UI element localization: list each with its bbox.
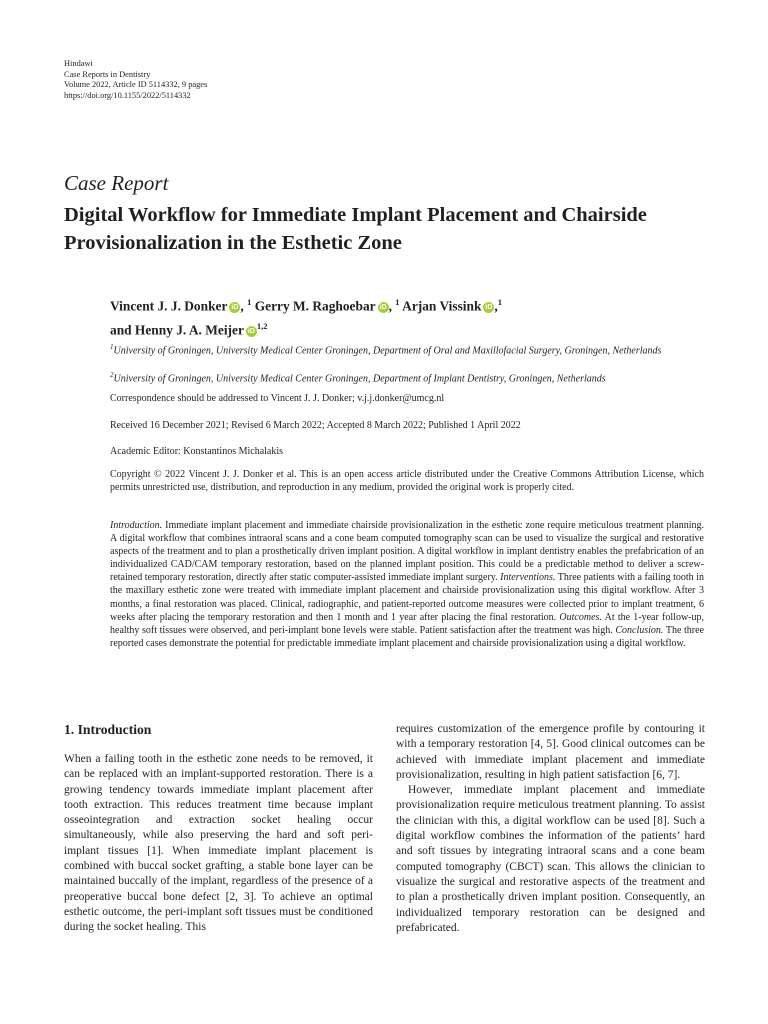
affiliation-marker: 1 — [497, 297, 503, 307]
publication-dates: Received 16 December 2021; Revised 6 March 2022; Accepted 8 March 2022; Published 1 April 2022 — [110, 420, 521, 431]
abstract: Introduction. Immediate implant placement and immediate chairside provisionalization in the esthetic zone require meticulous treatment planning. A digital workflow that combines intraoral scans and a cone beam computed tomography scan can be used to visualize the surgical and restorative aspects of the treatment and to plan a prosthetically driven implant position. A digital workflow in implant dentistry enables the prefabrication of an individualized CAD/CAM temporary restoration, based on the planned implant position. This could be a predictable method to deliver a screw-retained temporary restoration, directly after static computer-assisted immediate implant surgery. Interventions. Three patients with a failing tooth in the maxillary esthetic zone were treated with immediate implant placement and chairside provisionalization using this digital workflow. After 3 months, a final restoration was placed. Clinical, radiographic, and patient-reported outcome measures were collected prior to implant treatment, 6 weeks after placing the temporary restoration and then 1 month and 1 year after placing the final restoration. Outcomes. At the 1-year follow-up, healthy soft tissues were observed, and peri-implant bone levels were stable. Patient satisfaction after the treatment was high. Conclusion. The three reported cases demonstrate the potential for predictable immediate implant placement and chairside provisionalization using a digital workflow. — [110, 520, 705, 649]
academic-editor: Academic Editor: Konstantinos Michalakis — [110, 446, 284, 457]
article-type: Case Report — [64, 171, 169, 195]
body-column-left — [64, 752, 373, 936]
author-name[interactable]: Vincent J. J. Donker — [110, 298, 228, 314]
journal-header — [64, 59, 207, 101]
publisher-name: Hindawi — [64, 59, 93, 68]
orcid-icon[interactable]: iD — [247, 328, 255, 336]
article-title: Digital Workflow for Immediate Implant Placement and Chairside Provisionalization in the Esthetic Zone — [64, 204, 647, 254]
affiliation-1: $^1$University of Groningen, University Medical Center Groningen, Department of Oral and Maxillofacial Surgery, Groningen, Netherlands — [110, 343, 662, 357]
orcid-icon[interactable]: iD — [231, 303, 239, 311]
orcid-icon[interactable]: iD — [379, 303, 387, 311]
abstract-label-interventions: Interventions. — [500, 572, 556, 584]
orcid-icon[interactable]: iD — [485, 303, 493, 311]
paragraph: requires customization of the emergence profile by contouring it with a temporary restoration [4, 5]. Good clinical outcomes can be achieved with immediate implant placement and immediate provisionalization, resulting in high patient satisfaction [6, 7]. — [396, 723, 705, 781]
author-name[interactable]: Gerry M. Raghoebar — [254, 298, 376, 314]
abstract-label-introduction: Introduction. — [110, 520, 163, 531]
abstract-label-conclusion: Conclusion. — [615, 624, 664, 636]
paragraph: However, immediate implant placement and immediate provisionalization require meticulous treatment planning. To assist the clinician with this, a digital workflow can be used [8]. Such a digital workflow combines the information of the patients’ hard and soft tissues by integrating intraoral scans and a cone beam computed tomography (CBCT) scan. This allows the clinician to visualize the surgical and restorative aspects of the treatment and to plan a prosthetically driven implant position. Consequently, an individualized temporary restoration can be designed and prefabricated. — [396, 784, 705, 934]
copyright-notice: Copyright © 2022 Vincent J. J. Donker et al. This is an open access article distributed under the Creative Commons Attribution License, which permits unrestricted use, distribution, and reproduction in any medium, provided the original work is properly cited. — [110, 469, 704, 494]
journal-name: Case Reports in Dentistry — [64, 69, 151, 79]
affiliation-marker: 1 — [247, 297, 252, 307]
author-list: Vincent J. J. Donker iD , $^1$ Gerry M. Raghoebar iD , $^1$ Arjan Vissink iD ,$^1$ and Henny J. A. Meijer iD$^{1,2}$ — [110, 297, 503, 338]
author-name[interactable]: and Henny J. A. Meijer — [110, 322, 244, 338]
doi-link[interactable]: https://doi.org/10.1155/2022/5114332 — [64, 90, 191, 100]
affiliation-2: $^2$University of Groningen, University Medical Center Groningen, Department of Implant Dentistry, Groningen, Netherlands — [110, 371, 606, 385]
correspondence: Correspondence should be addressed to Vincent J. J. Donker; v.j.j.donker@umcg.nl — [110, 393, 445, 404]
paragraph: When a failing tooth in the esthetic zone needs to be removed, it can be replaced with an implant-supported restoration. There is a growing tendency towards immediate implant placement after tooth extraction. This reduces treatment time because implant osseointegration and extraction socket healing occur simultaneously, while also preserving the hard and soft peri-implant tissues [1]. When immediate implant placement is combined with buccal socket grafting, a stable bone layer can be maintained buccally of the implant, regardless of the presence of a preoperative buccal bone defect [2, 3]. To achieve an optimal esthetic outcome, the peri-implant soft tissues must be conditioned during the socket healing. This — [64, 753, 373, 934]
affiliation-marker: 1 — [395, 297, 400, 307]
affiliation-marker: 1,2 — [256, 321, 268, 332]
author-name[interactable]: Arjan Vissink — [402, 298, 482, 314]
body-column-right — [396, 722, 705, 936]
abstract-label-outcomes: Outcomes. — [559, 611, 602, 623]
section-title: 1. Introduction — [64, 722, 152, 737]
volume-info: Volume 2022, Article ID 5114332, 9 pages — [64, 80, 208, 90]
